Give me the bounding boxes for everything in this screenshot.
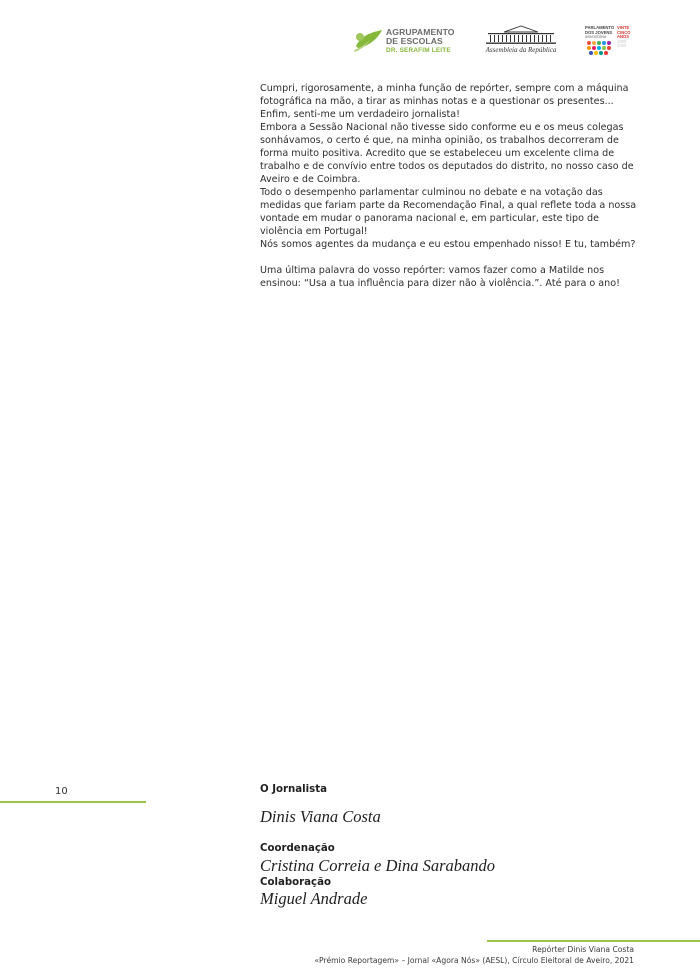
logo-parlamento-jovens <box>585 25 633 57</box>
parlamento-line2: DOS JOVENS <box>585 29 613 35</box>
coordenacao-label: Coordenação <box>260 843 335 854</box>
parlamento-r3: ANOS <box>617 34 630 40</box>
article-body <box>260 82 644 290</box>
parlamento-line1: PARLAMENTO <box>585 25 615 30</box>
colaboracao-name: Miguel Andrade <box>260 889 368 908</box>
article-paragraph-4: Nós somos agentes da mudança e eu estou empenhado nisso! E tu, também? <box>260 239 636 250</box>
article-paragraph-1: Cumpri, rigorosamente, a minha função de repórter, sempre com a máquina fotográfica na mão, a tirar as minhas notas e a questionar os presentes... Enfim, senti-me um verdadeiro jornalista! <box>260 83 629 120</box>
agrupamento-line1: AGRUPAMENTO <box>386 27 455 37</box>
article-paragraph-3: Todo o desempenho parlamentar culminou no debate e na votação das medidas que fariam parte da Recomendação Final, a qual reflete toda a nossa vontade em mudar o panorama nacional e, em particular, este tipo de violência em Portugal! <box>260 187 637 237</box>
paragraph-gap <box>260 251 644 264</box>
parlamento-y2: 2020 <box>617 43 627 49</box>
parliament-building-icon <box>482 25 560 45</box>
assembleia-name: Assembleia da República <box>485 46 557 54</box>
article-paragraph-2: Embora a Sessão Nacional não tivesse sido conforme eu e os meus colegas sonhávamos, o certo é que, na minha opinião, os trabalhos decorreram de forma muito positiva. Acredito que se estabeleceu um excelente clima de trabalho e de convívio entre todos os deputados do distrito, no nosso caso de Aveiro e de Coimbra. <box>260 122 634 185</box>
credit-line-2: «Prémio Reportagem» – Jornal «Agora Nós» (AESL), Círculo Eleitoral de Aveiro, 2021 <box>314 956 634 965</box>
jornalista-name: Dinis Viana Costa <box>260 807 381 826</box>
green-rule-left <box>0 801 146 803</box>
colorful-dots-icon <box>586 40 614 56</box>
coordenacao-names: Cristina Correia e Dina Sarabando <box>260 856 495 875</box>
green-rule-right <box>487 940 700 942</box>
article-paragraph-5: Uma última palavra do vosso repórter: vamos fazer como a Matilde nos ensinou: “Usa a tua influência para dizer não à violência.”. Até para o ano! <box>260 265 620 289</box>
agrupamento-line2: DE ESCOLAS <box>386 36 443 46</box>
page-number: 10 <box>55 786 68 797</box>
parlamento-r2: CINCO <box>617 29 631 35</box>
logo-assembleia-republica <box>479 25 563 57</box>
leaf-logo-icon <box>352 28 384 54</box>
logo-agrupamento-escolas <box>352 26 470 56</box>
parlamento-y1: 1995 <box>617 38 627 44</box>
agrupamento-line3: DR. SERAFIM LEITE <box>386 47 451 54</box>
parlamento-r1: VINTE <box>617 25 630 30</box>
credit-line-1: Repórter Dinis Viana Costa <box>532 945 634 954</box>
jornalista-label: O Jornalista <box>260 784 327 795</box>
parlamento-line3: assembleia <box>585 34 607 40</box>
colaboracao-label: Colaboração <box>260 877 331 888</box>
